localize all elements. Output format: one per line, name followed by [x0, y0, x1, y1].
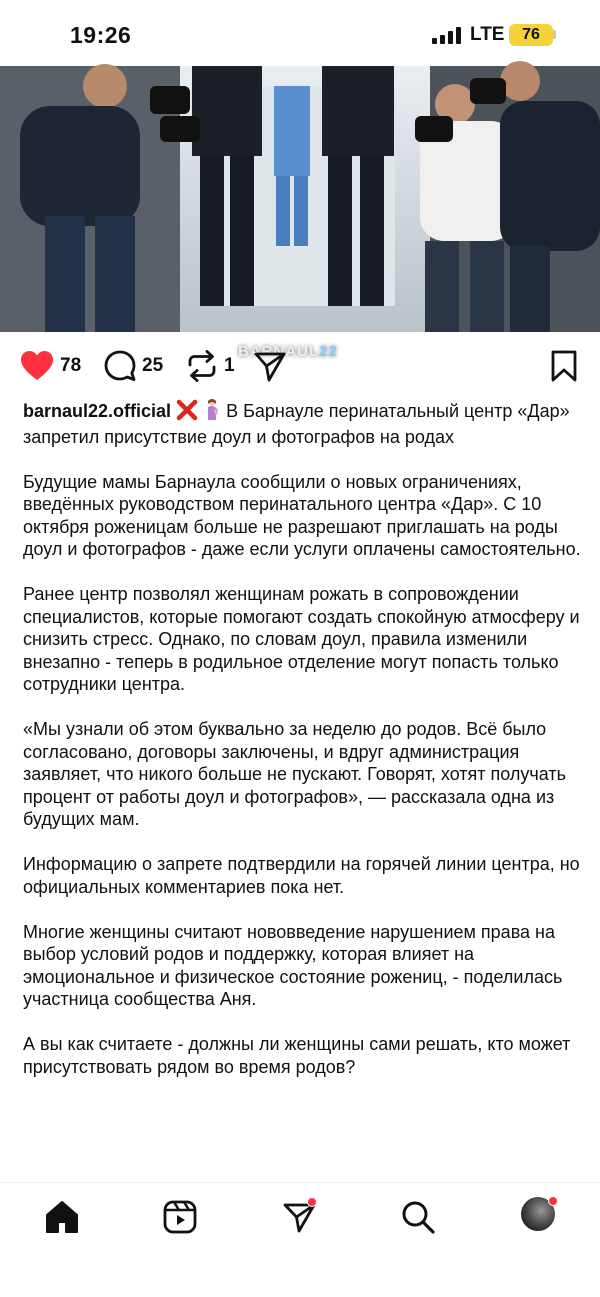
like-count: 78 — [60, 355, 82, 376]
nav-home[interactable] — [44, 1199, 80, 1235]
comment-button[interactable] — [104, 349, 163, 383]
send-icon — [254, 350, 286, 382]
post-actions — [0, 345, 600, 385]
repost-icon — [186, 350, 218, 382]
pregnant-woman-icon — [203, 398, 221, 426]
network-type: LTE — [470, 24, 505, 45]
notification-dot — [307, 1197, 317, 1207]
comment-count: 25 — [142, 355, 164, 376]
like-button[interactable] — [20, 349, 81, 383]
post-image[interactable] — [0, 66, 600, 360]
post-username[interactable]: barnaul22.official — [23, 401, 172, 421]
watermark-suffix: 22 — [319, 343, 338, 360]
nav-search[interactable] — [400, 1199, 436, 1235]
caption-paragraph: Информацию о запрете подтвердили на горячей линии центра, но официальных комментариев пока нет. — [23, 854, 580, 897]
status-bar — [0, 0, 600, 66]
caption-paragraph: А вы как считаете - должны ли женщины сами решать, кто может присутствовать рядом во время родов? — [23, 1034, 571, 1077]
profile-notification-dot — [548, 1196, 558, 1206]
post-caption — [23, 398, 583, 1101]
post-headline: В Барнауле перинатальный центр «Дар» запретил присутствие доул и фотографов на родах — [23, 401, 570, 447]
repost-count: 1 — [224, 355, 235, 376]
search-icon — [400, 1199, 436, 1235]
repost-button[interactable] — [186, 349, 235, 383]
watermark-text: BARNAUL — [238, 343, 320, 360]
caption-paragraph: Ранее центр позволял женщинам рожать в сопровождении специалистов, которые помогают создать спокойную атмосферу и снизить стресс. Однако, по словам доул, правила изменили внезапно - теперь в родильное отделение могут попасть только сотрудники центра. — [23, 584, 580, 694]
comment-icon — [104, 350, 136, 382]
heart-icon — [20, 350, 54, 382]
caption-headline-line — [23, 398, 583, 448]
nav-reels[interactable] — [162, 1199, 198, 1235]
battery-cap — [553, 30, 556, 39]
bottom-navigation — [0, 1182, 600, 1297]
bookmark-icon — [550, 350, 578, 382]
save-button[interactable] — [550, 349, 578, 383]
nav-messages[interactable] — [282, 1199, 318, 1235]
home-icon — [44, 1199, 80, 1235]
status-time: 19:26 — [70, 22, 132, 48]
battery-indicator: 76 — [509, 24, 553, 46]
reels-icon — [162, 1199, 198, 1235]
signal-icon — [432, 27, 462, 44]
share-button[interactable] — [254, 349, 286, 383]
caption-paragraph: «Мы узнали об этом буквально за неделю до родов. Всё было согласовано, договоры заключены, и вдруг администрация заявляет, что никого больше не пускают. Говорят, хотят получать процент от работы доул и фотографов», — рассказала одна из будущих мам. — [23, 719, 567, 829]
cross-mark-icon — [176, 400, 198, 426]
post-photo-illustration — [0, 66, 600, 332]
caption-paragraph: Многие женщины считают нововведение нарушением права на выбор условий родов и поддержку, которая влияет на эмоциональное и физическое состояние рожениц, - поделилась участница сообщества Аня. — [23, 921, 563, 1009]
caption-paragraph: Будущие мамы Барнаула сообщили о новых ограничениях, введённых руководством перинатального центра «Дар». С 10 октября роженицам больше не разрешают приглашать на роды доул и фотографов - даже если услуги оплачены самостоятельно. — [23, 471, 581, 559]
